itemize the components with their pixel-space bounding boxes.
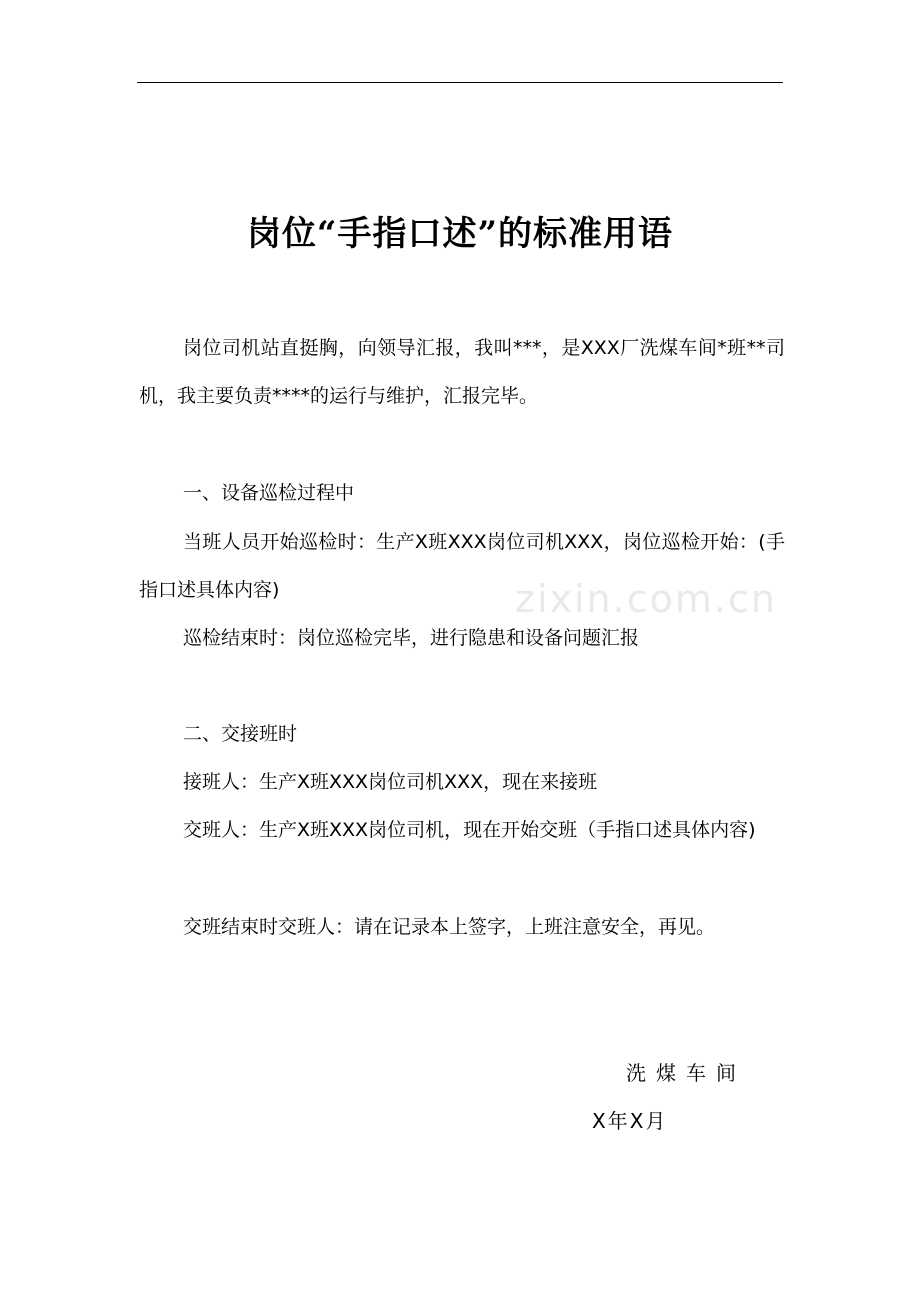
section1-start-line: 当班人员开始巡检时：生产X班XXX岗位司机XXX，岗位巡检开始：(手指口述具体内容) <box>139 531 785 601</box>
document-title: 岗位“手指口述”的标准用语 <box>246 214 674 254</box>
section2-closing-line: 交班结束时交班人：请在记录本上签字，上班注意安全，再见。 <box>183 916 716 938</box>
section2-receiver-line: 接班人：生产X班XXX岗位司机XXX，现在来接班 <box>183 771 598 793</box>
section1-end-line: 巡检结束时：岗位巡检完毕，进行隐患和设备问题汇报 <box>183 627 640 649</box>
section1-heading: 一、设备巡检过程中 <box>183 482 355 504</box>
section2-handover-line: 交班人：生产X班XXX岗位司机，现在开始交班（手指口述具体内容) <box>183 819 756 841</box>
intro-paragraph: 岗位司机站直挺胸，向领导汇报，我叫***，是XXX厂洗煤车间*班**司机，我主要负责****的运行与维护，汇报完毕。 <box>139 337 785 407</box>
signature-date: X年X月 <box>592 1109 668 1133</box>
signature-department: 洗煤车间 <box>626 1061 746 1085</box>
header-rule <box>137 82 783 83</box>
watermark: zixin.com.cn <box>515 577 777 621</box>
section2-heading: 二、交接班时 <box>183 723 298 745</box>
